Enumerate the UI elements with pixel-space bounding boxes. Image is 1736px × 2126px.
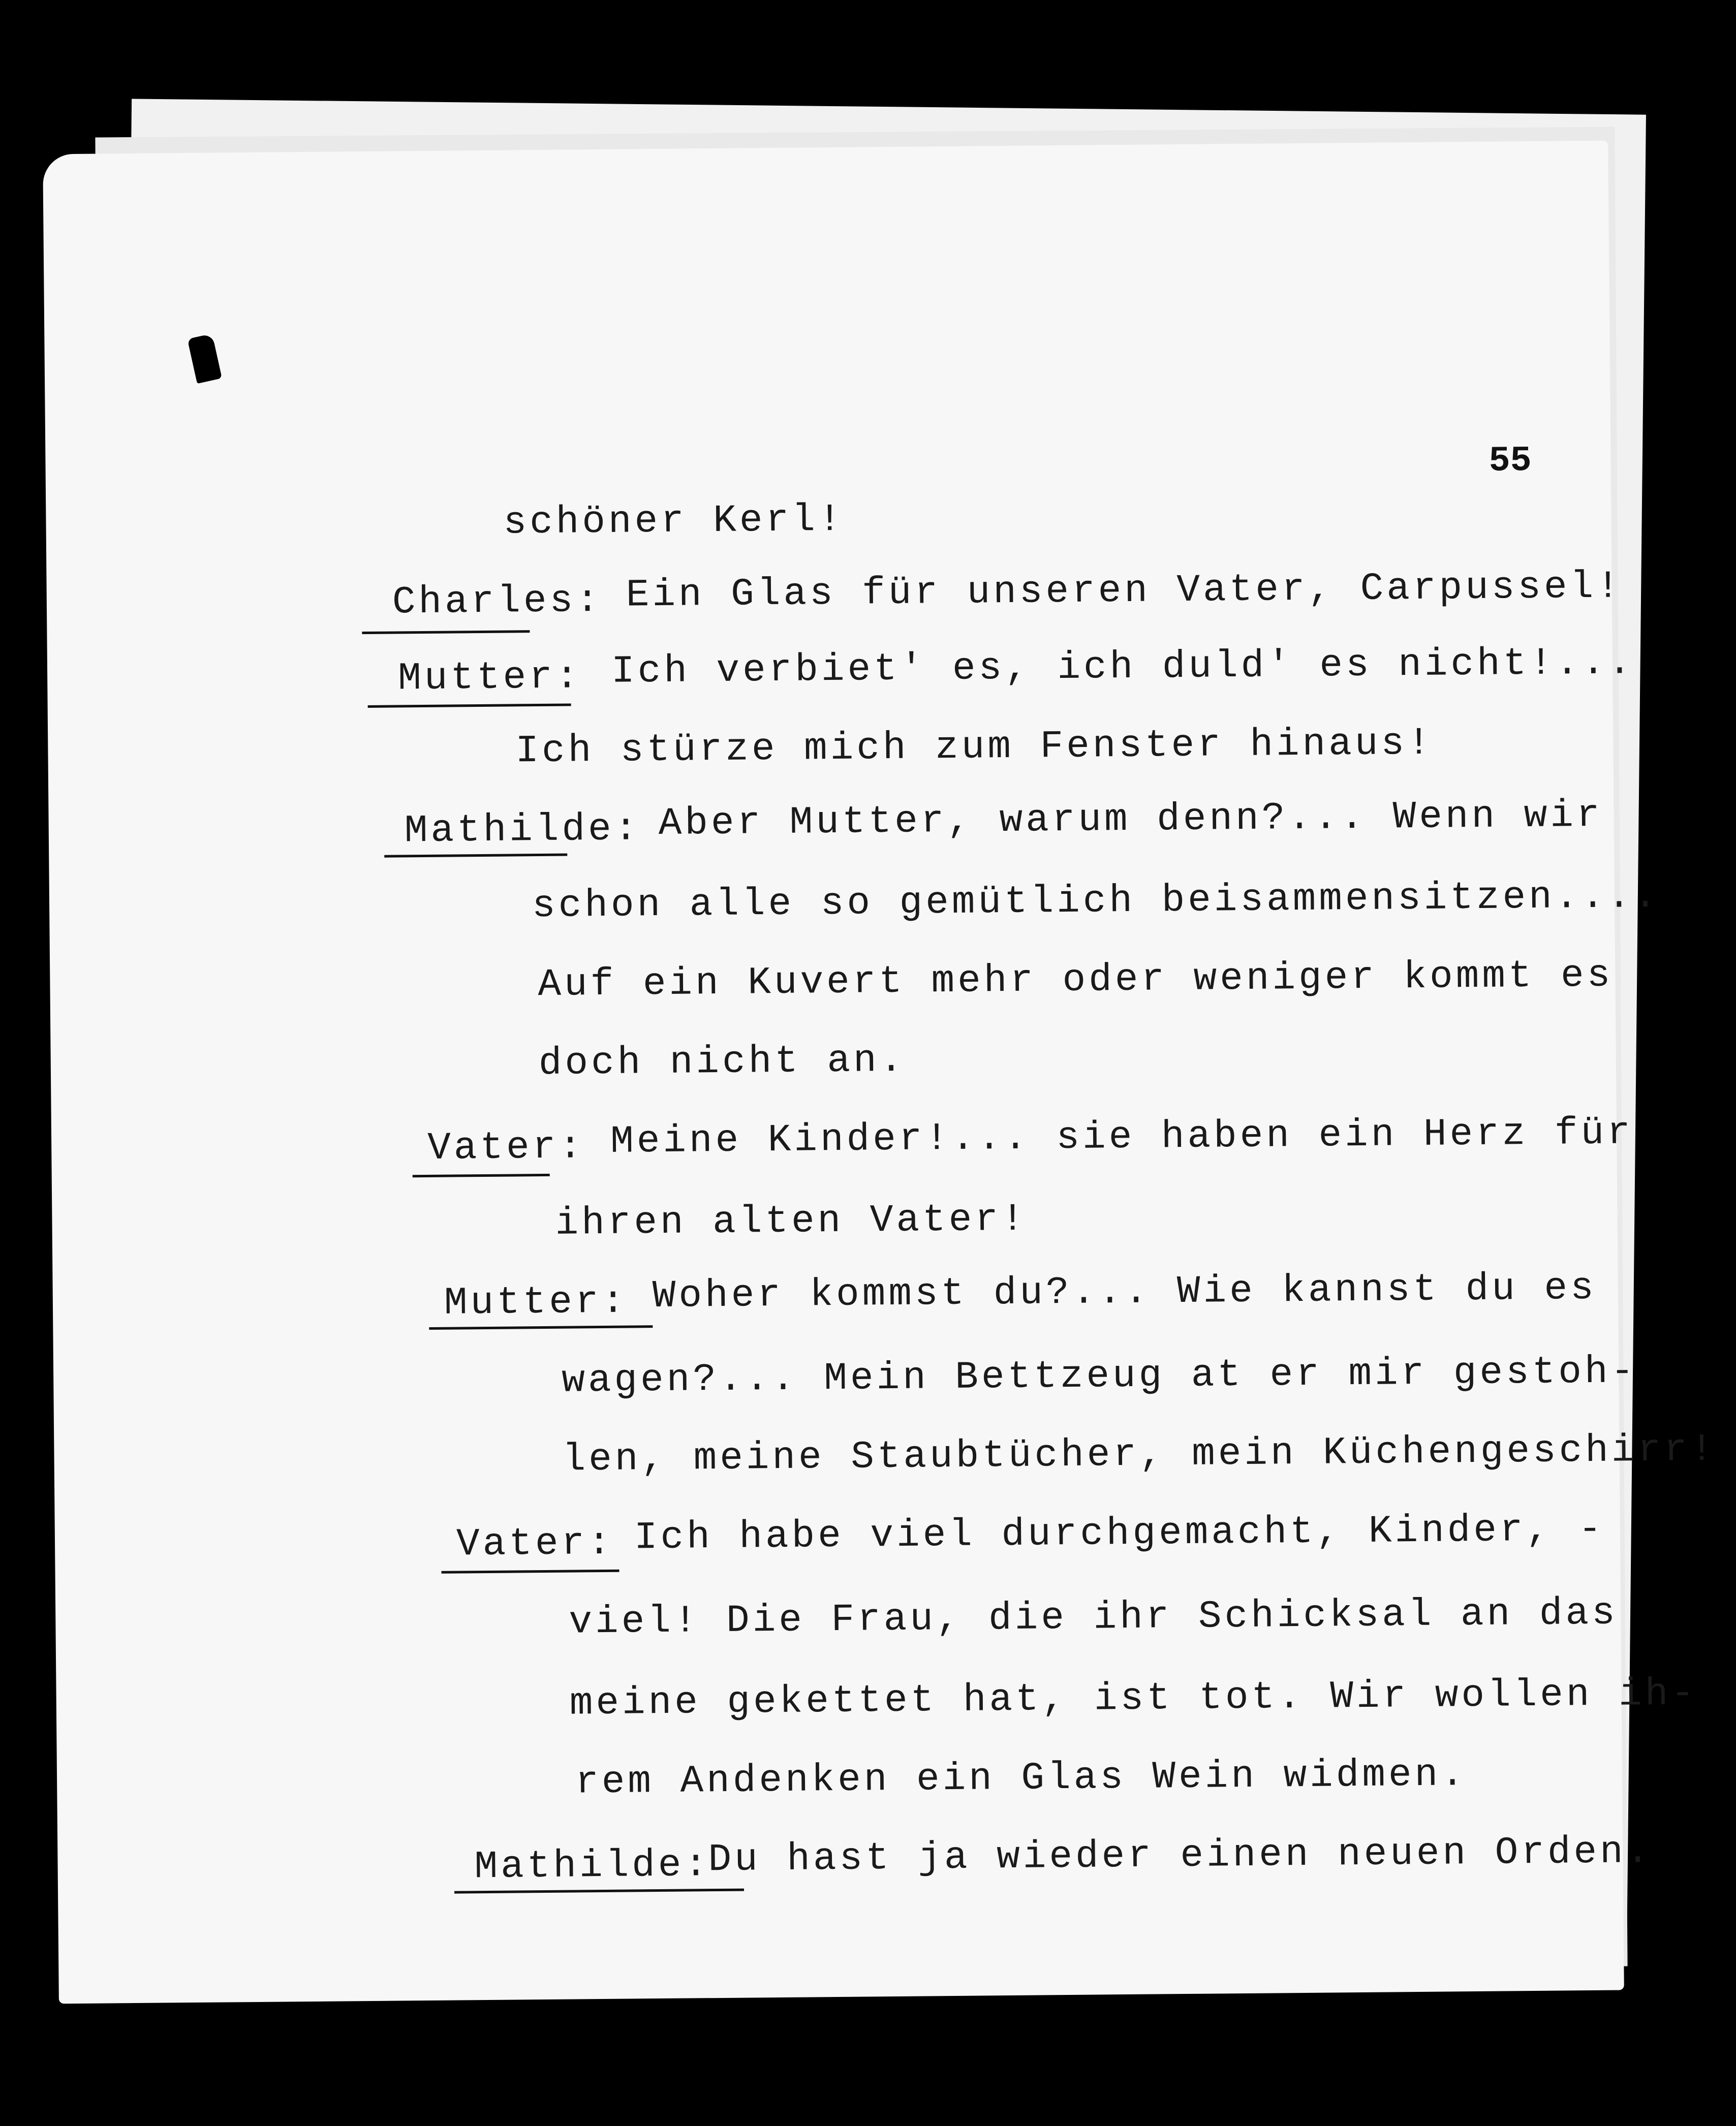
speaker-underline <box>384 854 567 858</box>
speaker-underline <box>454 1889 744 1894</box>
text-line: doch nicht an. <box>538 1038 906 1086</box>
text-line: viel! Die Frau, die ihr Schicksal an das <box>569 1591 1619 1644</box>
text-line: Auf ein Kuvert mehr oder weniger kommt es <box>538 953 1614 1007</box>
text-line: wagen?... Mein Bettzeug at er mir gestoh- <box>561 1350 1637 1403</box>
text-line: len, meine Staubtücher, mein Küchengeschirr! <box>562 1427 1717 1482</box>
text-line: schon alle so gemütlich beisammensitzen.... <box>532 874 1660 928</box>
page-number: 55 <box>1489 441 1532 482</box>
speaker-label: Charles: <box>392 578 603 624</box>
punch-mark <box>188 333 222 384</box>
speaker-label: Vater: <box>456 1521 614 1567</box>
text-line: rem Andenken ein Glas Wein widmen. <box>575 1753 1468 1804</box>
speaker-label: Mutter: <box>444 1279 628 1325</box>
text-line: meine gekettet hat, ist tot. Wir wollen ih- <box>569 1672 1698 1726</box>
speaker-label: Mathilde: <box>404 807 641 853</box>
text-line: Woher kommst du?... Wie kannst du es <box>652 1266 1597 1319</box>
text-line: schöner Kerl! <box>503 497 845 545</box>
speaker-label: Mutter: <box>397 655 582 701</box>
text-line: Aber Mutter, warum denn?... Wenn wir <box>658 793 1603 846</box>
text-line: Ich habe viel durchgemacht, Kinder, - <box>634 1507 1605 1560</box>
speaker-underline <box>413 1174 550 1177</box>
text-line: Ich stürze mich zum Fenster hinaus! <box>515 721 1434 773</box>
text-line: Ich verbiet' es, ich duld' es nicht!... <box>611 641 1635 694</box>
typescript-page <box>43 141 1717 2004</box>
text-line: ihren alten Vater! <box>555 1197 1028 1245</box>
speaker-label: Vater: <box>427 1125 585 1170</box>
speaker-underline <box>429 1325 653 1330</box>
speaker-label: Mathilde: <box>474 1843 711 1889</box>
speaker-underline <box>442 1570 619 1574</box>
text-line: Ein Glas für unseren Vater, Carpussel! <box>626 565 1623 617</box>
text-line: Du hast ja wieder einen neuen Orden. <box>708 1829 1653 1882</box>
text-line: Meine Kinder!... sie haben ein Herz für <box>610 1111 1634 1164</box>
speaker-underline <box>368 703 571 707</box>
speaker-underline <box>362 630 530 634</box>
